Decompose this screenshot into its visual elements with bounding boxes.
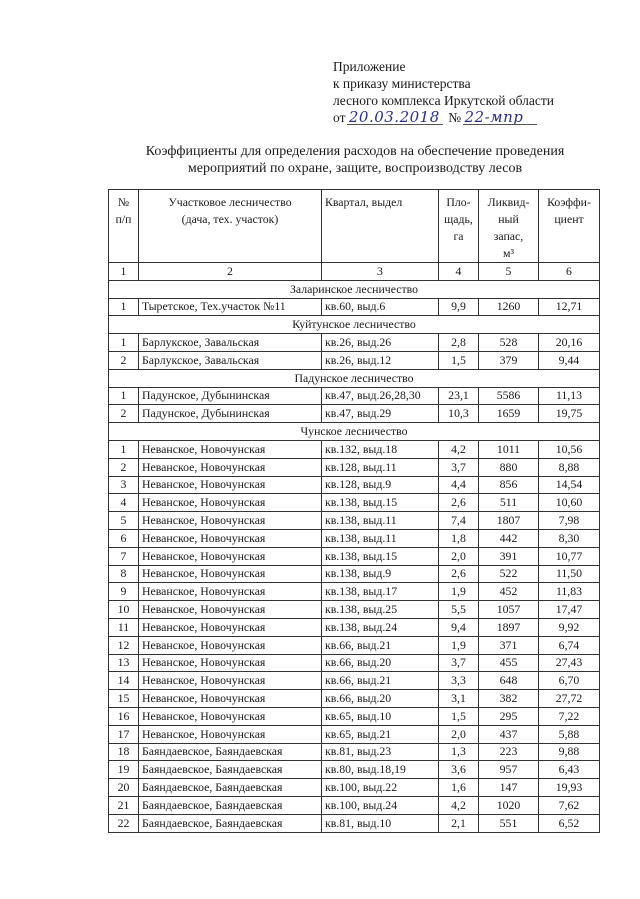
row-area: 4,2 <box>439 796 479 814</box>
table-row <box>109 725 600 743</box>
row-stock: 455 <box>479 654 539 672</box>
row-area: 2,6 <box>439 494 479 512</box>
column-number: 3 <box>322 263 439 281</box>
table-row <box>109 298 600 316</box>
row-stock: 295 <box>479 707 539 725</box>
row-quarter: кв.138, выд.9 <box>322 565 439 583</box>
table-row <box>109 440 600 458</box>
row-quarter: кв.66, выд.21 <box>322 672 439 690</box>
row-district: Неванское, Новочунская <box>139 565 322 583</box>
row-number: 15 <box>109 690 139 708</box>
row-quarter: кв.138, выд.11 <box>322 512 439 530</box>
row-district: Неванское, Новочунская <box>139 440 322 458</box>
row-number: 13 <box>109 654 139 672</box>
column-number: 6 <box>539 263 600 281</box>
row-stock: 1020 <box>479 796 539 814</box>
row-number: 20 <box>109 779 139 797</box>
row-quarter: кв.81, выд.23 <box>322 743 439 761</box>
row-quarter: кв.81, выд.10 <box>322 814 439 832</box>
table-row <box>109 779 600 797</box>
row-district: Неванское, Новочунская <box>139 458 322 476</box>
row-quarter: кв.66, выд.20 <box>322 654 439 672</box>
row-quarter: кв.128, выд.11 <box>322 458 439 476</box>
section-header-row <box>109 316 600 334</box>
row-district: Неванское, Новочунская <box>139 672 322 690</box>
row-stock: 371 <box>479 636 539 654</box>
row-coefficient: 11,13 <box>539 387 600 405</box>
row-district: Баяндаевское, Баяндаевская <box>139 743 322 761</box>
row-number: 22 <box>109 814 139 832</box>
row-area: 3,1 <box>439 690 479 708</box>
header-line: ный <box>498 212 519 226</box>
table-row <box>109 334 600 352</box>
row-stock: 648 <box>479 672 539 690</box>
row-stock: 551 <box>479 814 539 832</box>
row-stock: 1807 <box>479 512 539 530</box>
row-district: Барлукское, Завальская <box>139 351 322 369</box>
row-coefficient: 27,72 <box>539 690 600 708</box>
row-number: 17 <box>109 725 139 743</box>
row-area: 1,5 <box>439 351 479 369</box>
row-area: 9,9 <box>439 298 479 316</box>
table-row <box>109 761 600 779</box>
appendix-line-2: к приказу министерства <box>333 76 471 91</box>
row-stock: 1897 <box>479 618 539 636</box>
header-num <box>109 190 139 263</box>
row-stock: 5586 <box>479 387 539 405</box>
header-line: запас, <box>493 229 524 243</box>
row-area: 10,3 <box>439 405 479 423</box>
row-district: Баяндаевское, Баяндаевская <box>139 761 322 779</box>
row-stock: 442 <box>479 529 539 547</box>
row-area: 4,2 <box>439 440 479 458</box>
header-line: щадь, <box>444 212 473 226</box>
column-number: 2 <box>139 263 322 281</box>
row-district: Неванское, Новочунская <box>139 725 322 743</box>
row-coefficient: 6,74 <box>539 636 600 654</box>
header-district <box>139 190 322 263</box>
row-area: 2,0 <box>439 547 479 565</box>
row-number: 18 <box>109 743 139 761</box>
row-coefficient: 10,77 <box>539 547 600 565</box>
row-district: Неванское, Новочунская <box>139 654 322 672</box>
row-number: 1 <box>109 440 139 458</box>
row-coefficient: 19,93 <box>539 779 600 797</box>
table-row <box>109 529 600 547</box>
row-area: 3,6 <box>439 761 479 779</box>
section-name: Куйтунское лесничество <box>109 316 600 334</box>
row-quarter: кв.128, выд.9 <box>322 476 439 494</box>
header-line: (дача, тех. участок) <box>181 212 279 226</box>
table-row <box>109 636 600 654</box>
row-number: 7 <box>109 547 139 565</box>
row-area: 3,3 <box>439 672 479 690</box>
row-coefficient: 7,98 <box>539 512 600 530</box>
header-coef <box>539 190 600 263</box>
column-number: 4 <box>439 263 479 281</box>
header-area <box>439 190 479 263</box>
row-stock: 391 <box>479 547 539 565</box>
row-coefficient: 8,30 <box>539 529 600 547</box>
row-quarter: кв.138, выд.17 <box>322 583 439 601</box>
section-name: Чунское лесничество <box>109 423 600 441</box>
row-number: 4 <box>109 494 139 512</box>
table-row <box>109 796 600 814</box>
row-coefficient: 5,88 <box>539 725 600 743</box>
document-title <box>105 143 605 177</box>
row-number: 11 <box>109 618 139 636</box>
row-number: 5 <box>109 512 139 530</box>
table-row <box>109 618 600 636</box>
header-stock <box>479 190 539 263</box>
row-district: Неванское, Новочунская <box>139 601 322 619</box>
row-coefficient: 12,71 <box>539 298 600 316</box>
section-header-row <box>109 423 600 441</box>
row-quarter: кв.100, выд.22 <box>322 779 439 797</box>
row-quarter: кв.80, выд.18,19 <box>322 761 439 779</box>
row-number: 1 <box>109 387 139 405</box>
row-number: 6 <box>109 529 139 547</box>
row-area: 3,7 <box>439 458 479 476</box>
table-row <box>109 387 600 405</box>
row-district: Баяндаевское, Баяндаевская <box>139 796 322 814</box>
table-row <box>109 707 600 725</box>
table-row <box>109 476 600 494</box>
row-number: 1 <box>109 334 139 352</box>
table-row <box>109 583 600 601</box>
row-district: Неванское, Новочунская <box>139 494 322 512</box>
row-area: 5,5 <box>439 601 479 619</box>
section-header-row <box>109 369 600 387</box>
header-line: м³ <box>502 246 514 260</box>
number-prefix: № <box>448 110 462 125</box>
table-row <box>109 458 600 476</box>
row-number: 2 <box>109 458 139 476</box>
row-stock: 957 <box>479 761 539 779</box>
header-line: циент <box>554 212 584 226</box>
row-coefficient: 11,83 <box>539 583 600 601</box>
table-row <box>109 405 600 423</box>
row-stock: 437 <box>479 725 539 743</box>
header-row <box>109 190 600 263</box>
appendix-line-3: лесного комплекса Иркутской области <box>333 93 554 108</box>
row-area: 2,6 <box>439 565 479 583</box>
row-number: 14 <box>109 672 139 690</box>
row-stock: 880 <box>479 458 539 476</box>
row-district: Неванское, Новочунская <box>139 618 322 636</box>
row-stock: 379 <box>479 351 539 369</box>
row-district: Неванское, Новочунская <box>139 690 322 708</box>
row-area: 2,0 <box>439 725 479 743</box>
row-district: Барлукское, Завальская <box>139 334 322 352</box>
row-area: 3,7 <box>439 654 479 672</box>
table-row <box>109 672 600 690</box>
row-coefficient: 6,43 <box>539 761 600 779</box>
row-area: 9,4 <box>439 618 479 636</box>
row-quarter: кв.60, выд.6 <box>322 298 439 316</box>
row-coefficient: 8,88 <box>539 458 600 476</box>
row-coefficient: 20,16 <box>539 334 600 352</box>
row-coefficient: 14,54 <box>539 476 600 494</box>
row-stock: 1659 <box>479 405 539 423</box>
header-line: п/п <box>115 212 132 226</box>
handwritten-date: 20.03.2018 <box>349 109 441 126</box>
section-header-row <box>109 280 600 298</box>
table-row <box>109 494 600 512</box>
table-row <box>109 690 600 708</box>
table-row <box>109 601 600 619</box>
header-line: га <box>453 229 464 243</box>
row-number: 2 <box>109 405 139 423</box>
row-coefficient: 10,56 <box>539 440 600 458</box>
row-stock: 1057 <box>479 601 539 619</box>
column-numbers-row <box>109 263 600 281</box>
row-area: 1,5 <box>439 707 479 725</box>
row-number: 12 <box>109 636 139 654</box>
row-district: Падунское, Дубынинская <box>139 387 322 405</box>
appendix-date-line <box>333 109 554 126</box>
row-stock: 522 <box>479 565 539 583</box>
row-quarter: кв.138, выд.11 <box>322 529 439 547</box>
row-area: 2,1 <box>439 814 479 832</box>
row-district: Неванское, Новочунская <box>139 636 322 654</box>
row-stock: 856 <box>479 476 539 494</box>
row-district: Неванское, Новочунская <box>139 707 322 725</box>
row-quarter: кв.138, выд.15 <box>322 547 439 565</box>
row-stock: 382 <box>479 690 539 708</box>
row-area: 4,4 <box>439 476 479 494</box>
row-stock: 528 <box>479 334 539 352</box>
date-prefix: от <box>333 110 346 125</box>
row-quarter: кв.132, выд.18 <box>322 440 439 458</box>
row-coefficient: 7,22 <box>539 707 600 725</box>
header-line: Участковое лесничество <box>168 195 292 209</box>
row-coefficient: 9,44 <box>539 351 600 369</box>
row-coefficient: 10,60 <box>539 494 600 512</box>
header-line: Коэффи- <box>547 195 591 209</box>
row-area: 1,3 <box>439 743 479 761</box>
row-stock: 223 <box>479 743 539 761</box>
row-coefficient: 19,75 <box>539 405 600 423</box>
header-line: Ликвид- <box>487 195 530 209</box>
row-district: Баяндаевское, Баяндаевская <box>139 779 322 797</box>
row-coefficient: 11,50 <box>539 565 600 583</box>
row-stock: 511 <box>479 494 539 512</box>
row-area: 1,6 <box>439 779 479 797</box>
table-row <box>109 512 600 530</box>
table-row <box>109 814 600 832</box>
row-number: 10 <box>109 601 139 619</box>
header-line: Пло- <box>446 195 471 209</box>
handwritten-number: 22-мпр <box>465 109 535 126</box>
row-quarter: кв.100, выд.24 <box>322 796 439 814</box>
row-area: 1,8 <box>439 529 479 547</box>
row-district: Неванское, Новочунская <box>139 512 322 530</box>
header-quarter <box>322 190 439 263</box>
table-row <box>109 547 600 565</box>
row-coefficient: 7,62 <box>539 796 600 814</box>
column-number: 1 <box>109 263 139 281</box>
row-stock: 147 <box>479 779 539 797</box>
row-coefficient: 6,70 <box>539 672 600 690</box>
table-row <box>109 654 600 672</box>
row-number: 21 <box>109 796 139 814</box>
row-district: Баяндаевское, Баяндаевская <box>139 814 322 832</box>
row-number: 19 <box>109 761 139 779</box>
row-number: 1 <box>109 298 139 316</box>
row-quarter: кв.66, выд.20 <box>322 690 439 708</box>
header-line: Квартал, выдел <box>325 195 403 209</box>
row-quarter: кв.65, выд.10 <box>322 707 439 725</box>
row-coefficient: 27,43 <box>539 654 600 672</box>
row-quarter: кв.26, выд.26 <box>322 334 439 352</box>
row-area: 23,1 <box>439 387 479 405</box>
row-district: Падунское, Дубынинская <box>139 405 322 423</box>
row-number: 9 <box>109 583 139 601</box>
section-name: Заларинское лесничество <box>109 280 600 298</box>
row-number: 16 <box>109 707 139 725</box>
row-quarter: кв.138, выд.25 <box>322 601 439 619</box>
row-area: 7,4 <box>439 512 479 530</box>
row-quarter: кв.26, выд.12 <box>322 351 439 369</box>
row-district: Неванское, Новочунская <box>139 476 322 494</box>
title-line-2: мероприятий по охране, защите, воспроизводству лесов <box>187 161 523 176</box>
row-district: Неванское, Новочунская <box>139 583 322 601</box>
row-number: 3 <box>109 476 139 494</box>
row-quarter: кв.138, выд.15 <box>322 494 439 512</box>
row-quarter: кв.138, выд.24 <box>322 618 439 636</box>
row-quarter: кв.65, выд.21 <box>322 725 439 743</box>
row-stock: 452 <box>479 583 539 601</box>
table-row <box>109 565 600 583</box>
row-stock: 1260 <box>479 298 539 316</box>
row-area: 1,9 <box>439 583 479 601</box>
row-area: 2,8 <box>439 334 479 352</box>
row-coefficient: 6,52 <box>539 814 600 832</box>
row-area: 1,9 <box>439 636 479 654</box>
row-number: 8 <box>109 565 139 583</box>
row-district: Неванское, Новочунская <box>139 529 322 547</box>
title-line-1: Коэффициенты для определения расходов на обеспечение проведения <box>145 144 565 159</box>
row-coefficient: 17,47 <box>539 601 600 619</box>
appendix-block <box>333 58 554 126</box>
row-district: Тыретское, Тех.участок №11 <box>139 298 322 316</box>
row-quarter: кв.66, выд.21 <box>322 636 439 654</box>
section-name: Падунское лесничество <box>109 369 600 387</box>
table-row <box>109 743 600 761</box>
coefficients-table <box>108 189 600 833</box>
header-line: № <box>117 195 130 209</box>
row-number: 2 <box>109 351 139 369</box>
column-number: 5 <box>479 263 539 281</box>
row-coefficient: 9,92 <box>539 618 600 636</box>
row-quarter: кв.47, выд.29 <box>322 405 439 423</box>
row-coefficient: 9,88 <box>539 743 600 761</box>
row-district: Неванское, Новочунская <box>139 547 322 565</box>
table-row <box>109 351 600 369</box>
row-stock: 1011 <box>479 440 539 458</box>
appendix-line-1: Приложение <box>333 59 406 74</box>
table-body <box>109 280 600 832</box>
row-quarter: кв.47, выд.26,28,30 <box>322 387 439 405</box>
